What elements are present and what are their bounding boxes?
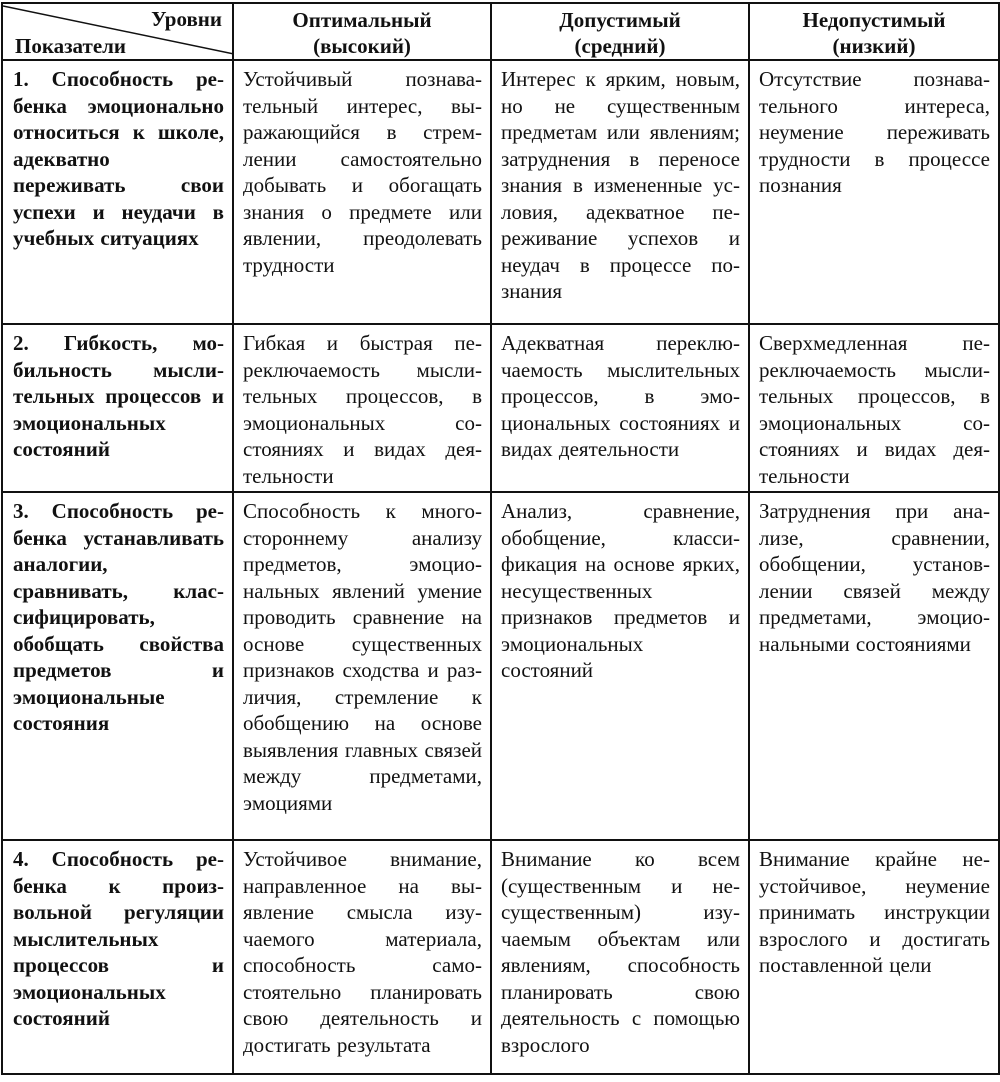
criteria-table: [1, 2, 1000, 1075]
optimal-text: Устойчивый познавательный интерес, выражающийся в стремлении самостоятельно добывать и обогащать знания о предмете или явлении, преодолевать трудности: [243, 67, 482, 277]
optimal-text: Устойчивое внимание, направленное на выявление смысла изучаемого материала, способность самостоятельно планировать свою деятельность и достигать результата: [243, 847, 482, 1057]
acceptable-text: Адекватная переключаемость мыслительных процессов, в эмоциональных состояниях и видах деятельности: [501, 331, 740, 461]
optimal-text: Гибкая и быстрая переключаемость мыслительных процессов, в эмоциональных состояниях и видах деятельности: [243, 331, 482, 488]
unacceptable-text: Затруднения при анализе, сравнении, обобщении, установлении связей между предметами, эмоциональными состояниями: [759, 499, 990, 656]
header-unacceptable-title: Недопустимый: [802, 8, 946, 32]
optimal-cell: [233, 324, 491, 492]
acceptable-cell: [491, 324, 749, 492]
acceptable-cell: [491, 492, 749, 840]
unacceptable-cell: [749, 324, 999, 492]
table-row: [2, 492, 999, 840]
acceptable-cell: [491, 60, 749, 324]
acceptable-text: Анализ, сравнение, обобщение, классификация на основе ярких, несущественных признаков предметов и эмоциональных состояний: [501, 499, 740, 682]
optimal-cell: [233, 840, 491, 1074]
table-row: [2, 60, 999, 324]
indicators-label: Показатели: [15, 34, 127, 58]
unacceptable-cell: [749, 60, 999, 324]
header-optimal-title: Оптимальный: [292, 8, 432, 32]
unacceptable-text: Сверхмедленная переключаемость мыслительных процессов, в эмоциональных состояниях и видах деятельности: [759, 331, 990, 488]
header-optimal: [233, 3, 491, 60]
header-acceptable-subtitle: (средний): [574, 34, 666, 58]
optimal-cell: [233, 60, 491, 324]
acceptable-text: Интерес к ярким, новым, но не существенным предметам или явлениям; затруднения в переносе знания в измененные условия, адекватное переживание успехов и неудач в процессе познания: [501, 67, 740, 303]
indicator-cell: [2, 492, 233, 840]
corner-header-cell: [2, 3, 233, 60]
levels-label: Уровни: [151, 7, 222, 31]
table-row: [2, 324, 999, 492]
header-unacceptable-subtitle: (низкий): [832, 34, 916, 58]
indicator-cell: [2, 840, 233, 1074]
unacceptable-text: Внимание крайне неустойчивое, неумение принимать инструкции взрослого и достигать поставленной цели: [759, 847, 990, 977]
indicator-cell: [2, 324, 233, 492]
optimal-text: Способность к многостороннему анализу предметов, эмоциональных явлений умение проводить сравнение на основе существенных признаков сходства и различия, стремление к обобщению на основе выявления главных связей между предметами, эмоциями: [243, 499, 482, 815]
header-acceptable-title: Допустимый: [559, 8, 681, 32]
indicator-text: 4. Способность ребенка к произвольной регуляции мыслительных процессов и эмоциональных состояний: [13, 847, 224, 1030]
header-optimal-subtitle: (высокий): [313, 34, 411, 58]
indicator-text: 1. Способность ребенка эмоционально относиться к школе, адекватно переживать свои успехи и неудачи в учебных ситуациях: [13, 67, 224, 250]
unacceptable-cell: [749, 492, 999, 840]
acceptable-cell: [491, 840, 749, 1074]
unacceptable-text: Отсутствие познавательного интереса, неумение переживать трудности в процессе познания: [759, 67, 990, 197]
table-row: [2, 840, 999, 1074]
indicator-cell: [2, 60, 233, 324]
header-row: [2, 3, 999, 60]
header-unacceptable: [749, 3, 999, 60]
acceptable-text: Внимание ко всем (существенным и несущественным) изучаемым объектам или явлениям, способность планировать свою деятельность с помощью взрослого: [501, 847, 740, 1057]
indicator-text: 2. Гибкость, мобильность мыслительных процессов и эмоциональных состояний: [13, 331, 224, 461]
indicator-text: 3. Способность ребенка устанавливать аналогии, сравнивать, классифицировать, обобщать свойства предметов и эмоциональные состояния: [13, 499, 224, 735]
unacceptable-cell: [749, 840, 999, 1074]
optimal-cell: [233, 492, 491, 840]
header-acceptable: [491, 3, 749, 60]
